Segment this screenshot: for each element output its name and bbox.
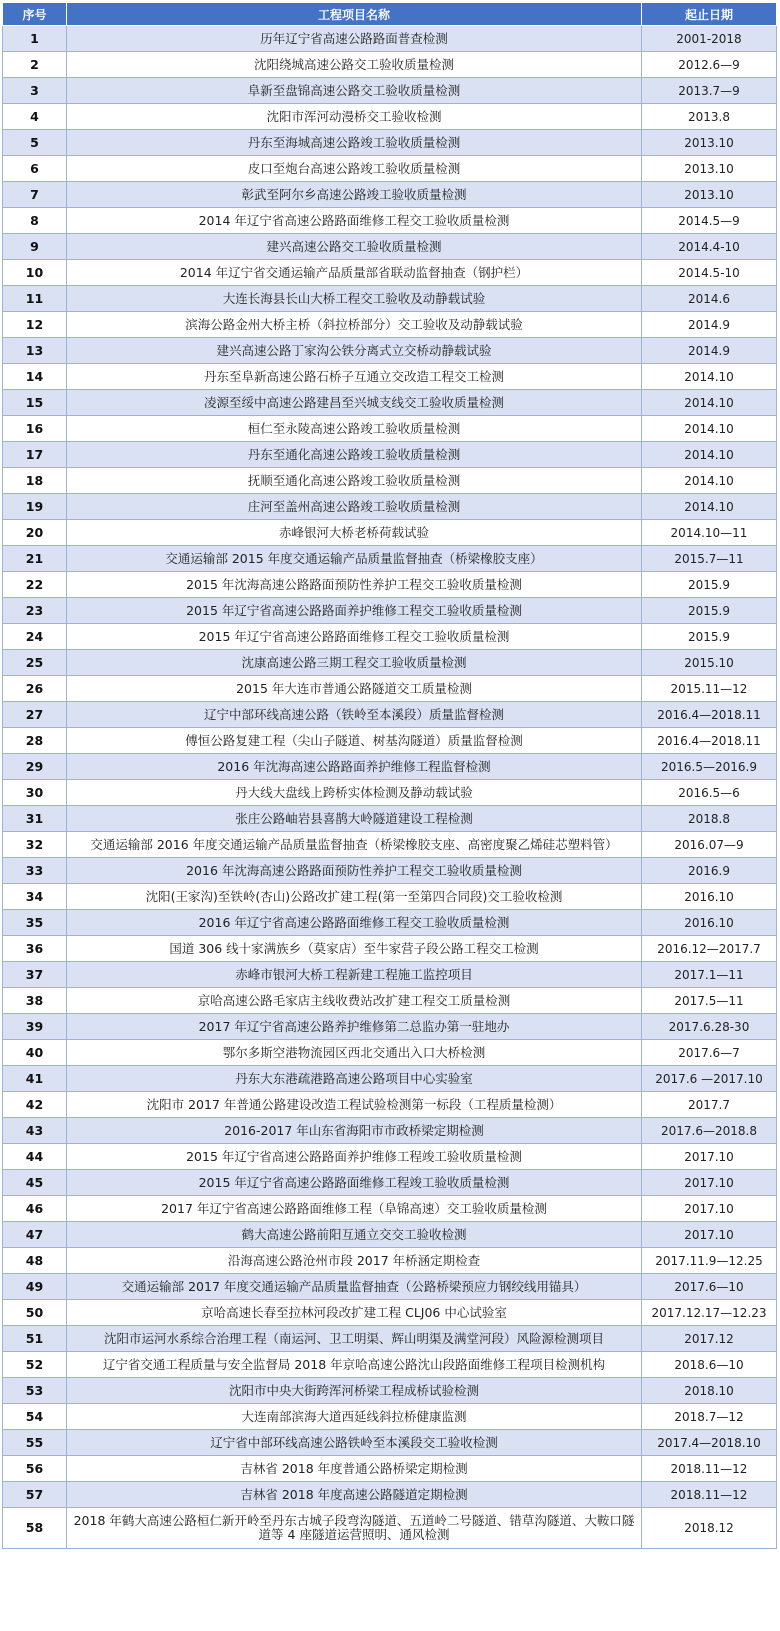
row-number: 33 [3, 858, 67, 884]
date-range: 2013.7—9 [642, 78, 777, 104]
project-name: 张庄公路岫岩县喜鹊大岭隧道建设工程检测 [67, 806, 642, 832]
table-row [3, 1014, 777, 1040]
project-name: 鄂尔多斯空港物流园区西北交通出入口大桥检测 [67, 1040, 642, 1066]
row-number: 20 [3, 520, 67, 546]
project-name: 沈康高速公路三期工程交工验收质量检测 [67, 650, 642, 676]
table-row [3, 468, 777, 494]
project-name: 赤峰市银河大桥工程新建工程施工监控项目 [67, 962, 642, 988]
row-number: 49 [3, 1274, 67, 1300]
table-row [3, 1456, 777, 1482]
date-range: 2016.5—2016.9 [642, 754, 777, 780]
row-number: 53 [3, 1378, 67, 1404]
table-row [3, 1040, 777, 1066]
table-row [3, 962, 777, 988]
table-row [3, 1196, 777, 1222]
row-number: 52 [3, 1352, 67, 1378]
row-number: 44 [3, 1144, 67, 1170]
date-range: 2015.7—11 [642, 546, 777, 572]
table-row [3, 598, 777, 624]
table-row [3, 130, 777, 156]
table-row [3, 650, 777, 676]
row-number: 8 [3, 208, 67, 234]
table-row [3, 286, 777, 312]
date-range: 2014.10 [642, 468, 777, 494]
project-name: 沿海高速公路沧州市段 2017 年桥涵定期检查 [67, 1248, 642, 1274]
project-name: 国道 306 线十家满族乡（莫家店）至牛家营子段公路工程交工检测 [67, 936, 642, 962]
table-row [3, 572, 777, 598]
date-range: 2016.9 [642, 858, 777, 884]
row-number: 47 [3, 1222, 67, 1248]
table-header-row [3, 3, 777, 26]
date-range: 2017.10 [642, 1170, 777, 1196]
row-number: 51 [3, 1326, 67, 1352]
row-number: 46 [3, 1196, 67, 1222]
table-row [3, 1144, 777, 1170]
table-row [3, 1508, 777, 1549]
row-number: 10 [3, 260, 67, 286]
row-number: 22 [3, 572, 67, 598]
date-range: 2017.11.9—12.25 [642, 1248, 777, 1274]
table-row [3, 156, 777, 182]
date-range: 2017.10 [642, 1196, 777, 1222]
row-number: 41 [3, 1066, 67, 1092]
project-name: 交通运输部 2017 年度交通运输产品质量监督抽查（公路桥梁预应力钢绞线用锚具） [67, 1274, 642, 1300]
project-name: 辽宁中部环线高速公路（铁岭至本溪段）质量监督检测 [67, 702, 642, 728]
project-name: 吉林省 2018 年度普通公路桥梁定期检测 [67, 1456, 642, 1482]
date-range: 2015.9 [642, 624, 777, 650]
table-row [3, 494, 777, 520]
row-number: 23 [3, 598, 67, 624]
row-number: 56 [3, 1456, 67, 1482]
project-name: 皮口至炮台高速公路竣工验收质量检测 [67, 156, 642, 182]
project-name: 2015 年沈海高速公路路面预防性养护工程交工验收质量检测 [67, 572, 642, 598]
date-range: 2018.7—12 [642, 1404, 777, 1430]
table-row [3, 832, 777, 858]
project-name: 吉林省 2018 年度高速公路隧道定期检测 [67, 1482, 642, 1508]
row-number: 15 [3, 390, 67, 416]
date-range: 2017.12.17—12.23 [642, 1300, 777, 1326]
date-range: 2014.9 [642, 338, 777, 364]
table-row [3, 52, 777, 78]
project-name: 建兴高速公路交工验收质量检测 [67, 234, 642, 260]
project-name: 2014 年辽宁省高速公路路面维修工程交工验收质量检测 [67, 208, 642, 234]
project-name: 大连长海县长山大桥工程交工验收及动静载试验 [67, 286, 642, 312]
table-row [3, 624, 777, 650]
table-row [3, 780, 777, 806]
date-range: 2014.10 [642, 416, 777, 442]
date-range: 2014.4-10 [642, 234, 777, 260]
date-range: 2017.12 [642, 1326, 777, 1352]
table-row [3, 104, 777, 130]
date-range: 2013.10 [642, 156, 777, 182]
table-row [3, 1274, 777, 1300]
row-number: 35 [3, 910, 67, 936]
project-name: 抚顺至通化高速公路竣工验收质量检测 [67, 468, 642, 494]
project-name: 辽宁省中部环线高速公路铁岭至本溪段交工验收检测 [67, 1430, 642, 1456]
date-range: 2016.07—9 [642, 832, 777, 858]
table-row [3, 754, 777, 780]
row-number: 48 [3, 1248, 67, 1274]
table-row [3, 442, 777, 468]
row-number: 2 [3, 52, 67, 78]
project-name: 丹东大东港疏港路高速公路项目中心实验室 [67, 1066, 642, 1092]
date-range: 2015.9 [642, 572, 777, 598]
date-range: 2012.6—9 [642, 52, 777, 78]
table-row [3, 936, 777, 962]
row-number: 27 [3, 702, 67, 728]
project-name: 丹大线大盘线上跨桥实体检测及静动载试验 [67, 780, 642, 806]
table-row [3, 182, 777, 208]
date-range: 2017.10 [642, 1144, 777, 1170]
date-range: 2018.10 [642, 1378, 777, 1404]
project-name: 京哈高速公路毛家店主线收费站改扩建工程交工质量检测 [67, 988, 642, 1014]
table-row [3, 1326, 777, 1352]
header-date: 起止日期 [642, 3, 777, 26]
project-name: 滨海公路金州大桥主桥（斜拉桥部分）交工验收及动静载试验 [67, 312, 642, 338]
row-number: 6 [3, 156, 67, 182]
date-range: 2017.6—7 [642, 1040, 777, 1066]
project-name: 2016 年辽宁省高速公路路面维修工程交工验收质量检测 [67, 910, 642, 936]
date-range: 2013.10 [642, 182, 777, 208]
date-range: 2017.6—10 [642, 1274, 777, 1300]
project-name: 2016 年沈海高速公路路面养护维修工程监督检测 [67, 754, 642, 780]
row-number: 32 [3, 832, 67, 858]
project-name: 鹤大高速公路前阳互通立交交工验收检测 [67, 1222, 642, 1248]
project-name: 2017 年辽宁省高速公路路面维修工程（阜锦高速）交工验收质量检测 [67, 1196, 642, 1222]
table-row [3, 1170, 777, 1196]
date-range: 2018.8 [642, 806, 777, 832]
row-number: 21 [3, 546, 67, 572]
project-name: 丹东至阜新高速公路石桥子互通立交改造工程交工检测 [67, 364, 642, 390]
project-name: 2015 年辽宁省高速公路路面养护维修工程竣工验收质量检测 [67, 1144, 642, 1170]
project-name: 沈阳市中央大街跨浑河桥梁工程成桥试验检测 [67, 1378, 642, 1404]
project-name: 2015 年辽宁省高速公路路面养护维修工程交工验收质量检测 [67, 598, 642, 624]
row-number: 50 [3, 1300, 67, 1326]
table-row [3, 1378, 777, 1404]
row-number: 37 [3, 962, 67, 988]
date-range: 2016.4—2018.11 [642, 728, 777, 754]
date-range: 2017.10 [642, 1222, 777, 1248]
table-row [3, 1300, 777, 1326]
table-row [3, 1352, 777, 1378]
date-range: 2017.5—11 [642, 988, 777, 1014]
date-range: 2017.6 —2017.10 [642, 1066, 777, 1092]
row-number: 1 [3, 26, 67, 52]
date-range: 2014.10 [642, 390, 777, 416]
header-no: 序号 [3, 3, 67, 26]
table-row [3, 884, 777, 910]
date-range: 2018.6—10 [642, 1352, 777, 1378]
project-name: 丹东至海城高速公路竣工验收质量检测 [67, 130, 642, 156]
row-number: 16 [3, 416, 67, 442]
project-name: 大连南部滨海大道西延线斜拉桥健康监测 [67, 1404, 642, 1430]
row-number: 4 [3, 104, 67, 130]
project-name: 2016-2017 年山东省海阳市市政桥梁定期检测 [67, 1118, 642, 1144]
project-name: 2015 年大连市普通公路隧道交工质量检测 [67, 676, 642, 702]
table-row [3, 988, 777, 1014]
table-row [3, 520, 777, 546]
row-number: 45 [3, 1170, 67, 1196]
project-name: 交通运输部 2015 年度交通运输产品质量监督抽查（桥梁橡胶支座） [67, 546, 642, 572]
project-name: 凌源至绥中高速公路建昌至兴城支线交工验收质量检测 [67, 390, 642, 416]
table-row [3, 260, 777, 286]
project-name: 2017 年辽宁省高速公路养护维修第二总监办第一驻地办 [67, 1014, 642, 1040]
date-range: 2018.11—12 [642, 1482, 777, 1508]
table-row [3, 234, 777, 260]
row-number: 34 [3, 884, 67, 910]
date-range: 2014.10 [642, 494, 777, 520]
date-range: 2016.10 [642, 910, 777, 936]
row-number: 11 [3, 286, 67, 312]
project-name: 辽宁省交通工程质量与安全监督局 2018 年京哈高速公路沈山段路面维修工程项目检测机构 [67, 1352, 642, 1378]
table-row [3, 208, 777, 234]
project-name: 傅恒公路复建工程（尖山子隧道、树基沟隧道）质量监督检测 [67, 728, 642, 754]
date-range: 2014.10—11 [642, 520, 777, 546]
date-range: 2014.10 [642, 364, 777, 390]
project-name: 庄河至盖州高速公路竣工验收质量检测 [67, 494, 642, 520]
header-name: 工程项目名称 [67, 3, 642, 26]
row-number: 25 [3, 650, 67, 676]
date-range: 2015.9 [642, 598, 777, 624]
row-number: 29 [3, 754, 67, 780]
row-number: 5 [3, 130, 67, 156]
table-row [3, 806, 777, 832]
project-name: 桓仁至永陵高速公路竣工验收质量检测 [67, 416, 642, 442]
date-range: 2014.6 [642, 286, 777, 312]
date-range: 2014.5—9 [642, 208, 777, 234]
table-row [3, 26, 777, 52]
table-row [3, 1404, 777, 1430]
date-range: 2017.1—11 [642, 962, 777, 988]
row-number: 18 [3, 468, 67, 494]
table-row [3, 338, 777, 364]
date-range: 2013.10 [642, 130, 777, 156]
project-name: 丹东至通化高速公路竣工验收质量检测 [67, 442, 642, 468]
row-number: 31 [3, 806, 67, 832]
date-range: 2018.12 [642, 1508, 777, 1549]
date-range: 2013.8 [642, 104, 777, 130]
row-number: 55 [3, 1430, 67, 1456]
table-row [3, 390, 777, 416]
date-range: 2014.9 [642, 312, 777, 338]
project-table [2, 2, 777, 1549]
project-name: 赤峰银河大桥老桥荷载试验 [67, 520, 642, 546]
row-number: 54 [3, 1404, 67, 1430]
table-row [3, 364, 777, 390]
row-number: 14 [3, 364, 67, 390]
table-row [3, 858, 777, 884]
project-table-container [2, 2, 776, 1549]
table-row [3, 1248, 777, 1274]
table-row [3, 416, 777, 442]
table-row [3, 702, 777, 728]
date-range: 2014.10 [642, 442, 777, 468]
row-number: 58 [3, 1508, 67, 1549]
project-name: 2016 年沈海高速公路路面预防性养护工程交工验收质量检测 [67, 858, 642, 884]
date-range: 2016.10 [642, 884, 777, 910]
table-row [3, 910, 777, 936]
project-name: 历年辽宁省高速公路路面普查检测 [67, 26, 642, 52]
row-number: 38 [3, 988, 67, 1014]
date-range: 2015.10 [642, 650, 777, 676]
date-range: 2016.12—2017.7 [642, 936, 777, 962]
row-number: 39 [3, 1014, 67, 1040]
table-row [3, 1482, 777, 1508]
row-number: 28 [3, 728, 67, 754]
project-name: 建兴高速公路丁家沟公铁分离式立交桥动静载试验 [67, 338, 642, 364]
table-row [3, 1430, 777, 1456]
date-range: 2016.4—2018.11 [642, 702, 777, 728]
table-row [3, 78, 777, 104]
table-body [3, 26, 777, 1549]
row-number: 26 [3, 676, 67, 702]
project-name: 交通运输部 2016 年度交通运输产品质量监督抽查（桥梁橡胶支座、高密度聚乙烯硅芯塑料管） [67, 832, 642, 858]
date-range: 2017.6.28-30 [642, 1014, 777, 1040]
table-row [3, 1222, 777, 1248]
row-number: 13 [3, 338, 67, 364]
table-row [3, 1066, 777, 1092]
project-name: 彰武至阿尔乡高速公路竣工验收质量检测 [67, 182, 642, 208]
row-number: 42 [3, 1092, 67, 1118]
date-range: 2016.5—6 [642, 780, 777, 806]
project-name: 沈阳绕城高速公路交工验收质量检测 [67, 52, 642, 78]
project-name: 沈阳市运河水系综合治理工程（南运河、卫工明渠、辉山明渠及满堂河段）风险源检测项目 [67, 1326, 642, 1352]
row-number: 9 [3, 234, 67, 260]
date-range: 2015.11—12 [642, 676, 777, 702]
project-name: 沈阳市浑河动漫桥交工验收检测 [67, 104, 642, 130]
project-name: 沈阳市 2017 年普通公路建设改造工程试验检测第一标段（工程质量检测） [67, 1092, 642, 1118]
row-number: 57 [3, 1482, 67, 1508]
row-number: 40 [3, 1040, 67, 1066]
row-number: 3 [3, 78, 67, 104]
table-row [3, 546, 777, 572]
date-range: 2017.7 [642, 1092, 777, 1118]
row-number: 12 [3, 312, 67, 338]
project-name: 阜新至盘锦高速公路交工验收质量检测 [67, 78, 642, 104]
table-row [3, 1092, 777, 1118]
row-number: 24 [3, 624, 67, 650]
row-number: 43 [3, 1118, 67, 1144]
date-range: 2001-2018 [642, 26, 777, 52]
table-row [3, 728, 777, 754]
row-number: 36 [3, 936, 67, 962]
date-range: 2018.11—12 [642, 1456, 777, 1482]
project-name: 京哈高速长春至拉林河段改扩建工程 CLJ06 中心试验室 [67, 1300, 642, 1326]
row-number: 7 [3, 182, 67, 208]
date-range: 2014.5-10 [642, 260, 777, 286]
project-name: 2014 年辽宁省交通运输产品质量部省联动监督抽查（钢护栏） [67, 260, 642, 286]
project-name: 2018 年鹤大高速公路桓仁新开岭至丹东古城子段弯沟隧道、五道岭二号隧道、错草沟隧道、大鞍口隧道等 4 座隧道运营照明、通风检测 [67, 1508, 642, 1549]
date-range: 2017.4—2018.10 [642, 1430, 777, 1456]
date-range: 2017.6—2018.8 [642, 1118, 777, 1144]
project-name: 沈阳(王家沟)至铁岭(杏山)公路改扩建工程(第一至第四合同段)交工验收检测 [67, 884, 642, 910]
table-row [3, 312, 777, 338]
row-number: 30 [3, 780, 67, 806]
row-number: 17 [3, 442, 67, 468]
project-name: 2015 年辽宁省高速公路路面维修工程竣工验收质量检测 [67, 1170, 642, 1196]
row-number: 19 [3, 494, 67, 520]
table-row [3, 1118, 777, 1144]
table-row [3, 676, 777, 702]
project-name: 2015 年辽宁省高速公路路面维修工程交工验收质量检测 [67, 624, 642, 650]
